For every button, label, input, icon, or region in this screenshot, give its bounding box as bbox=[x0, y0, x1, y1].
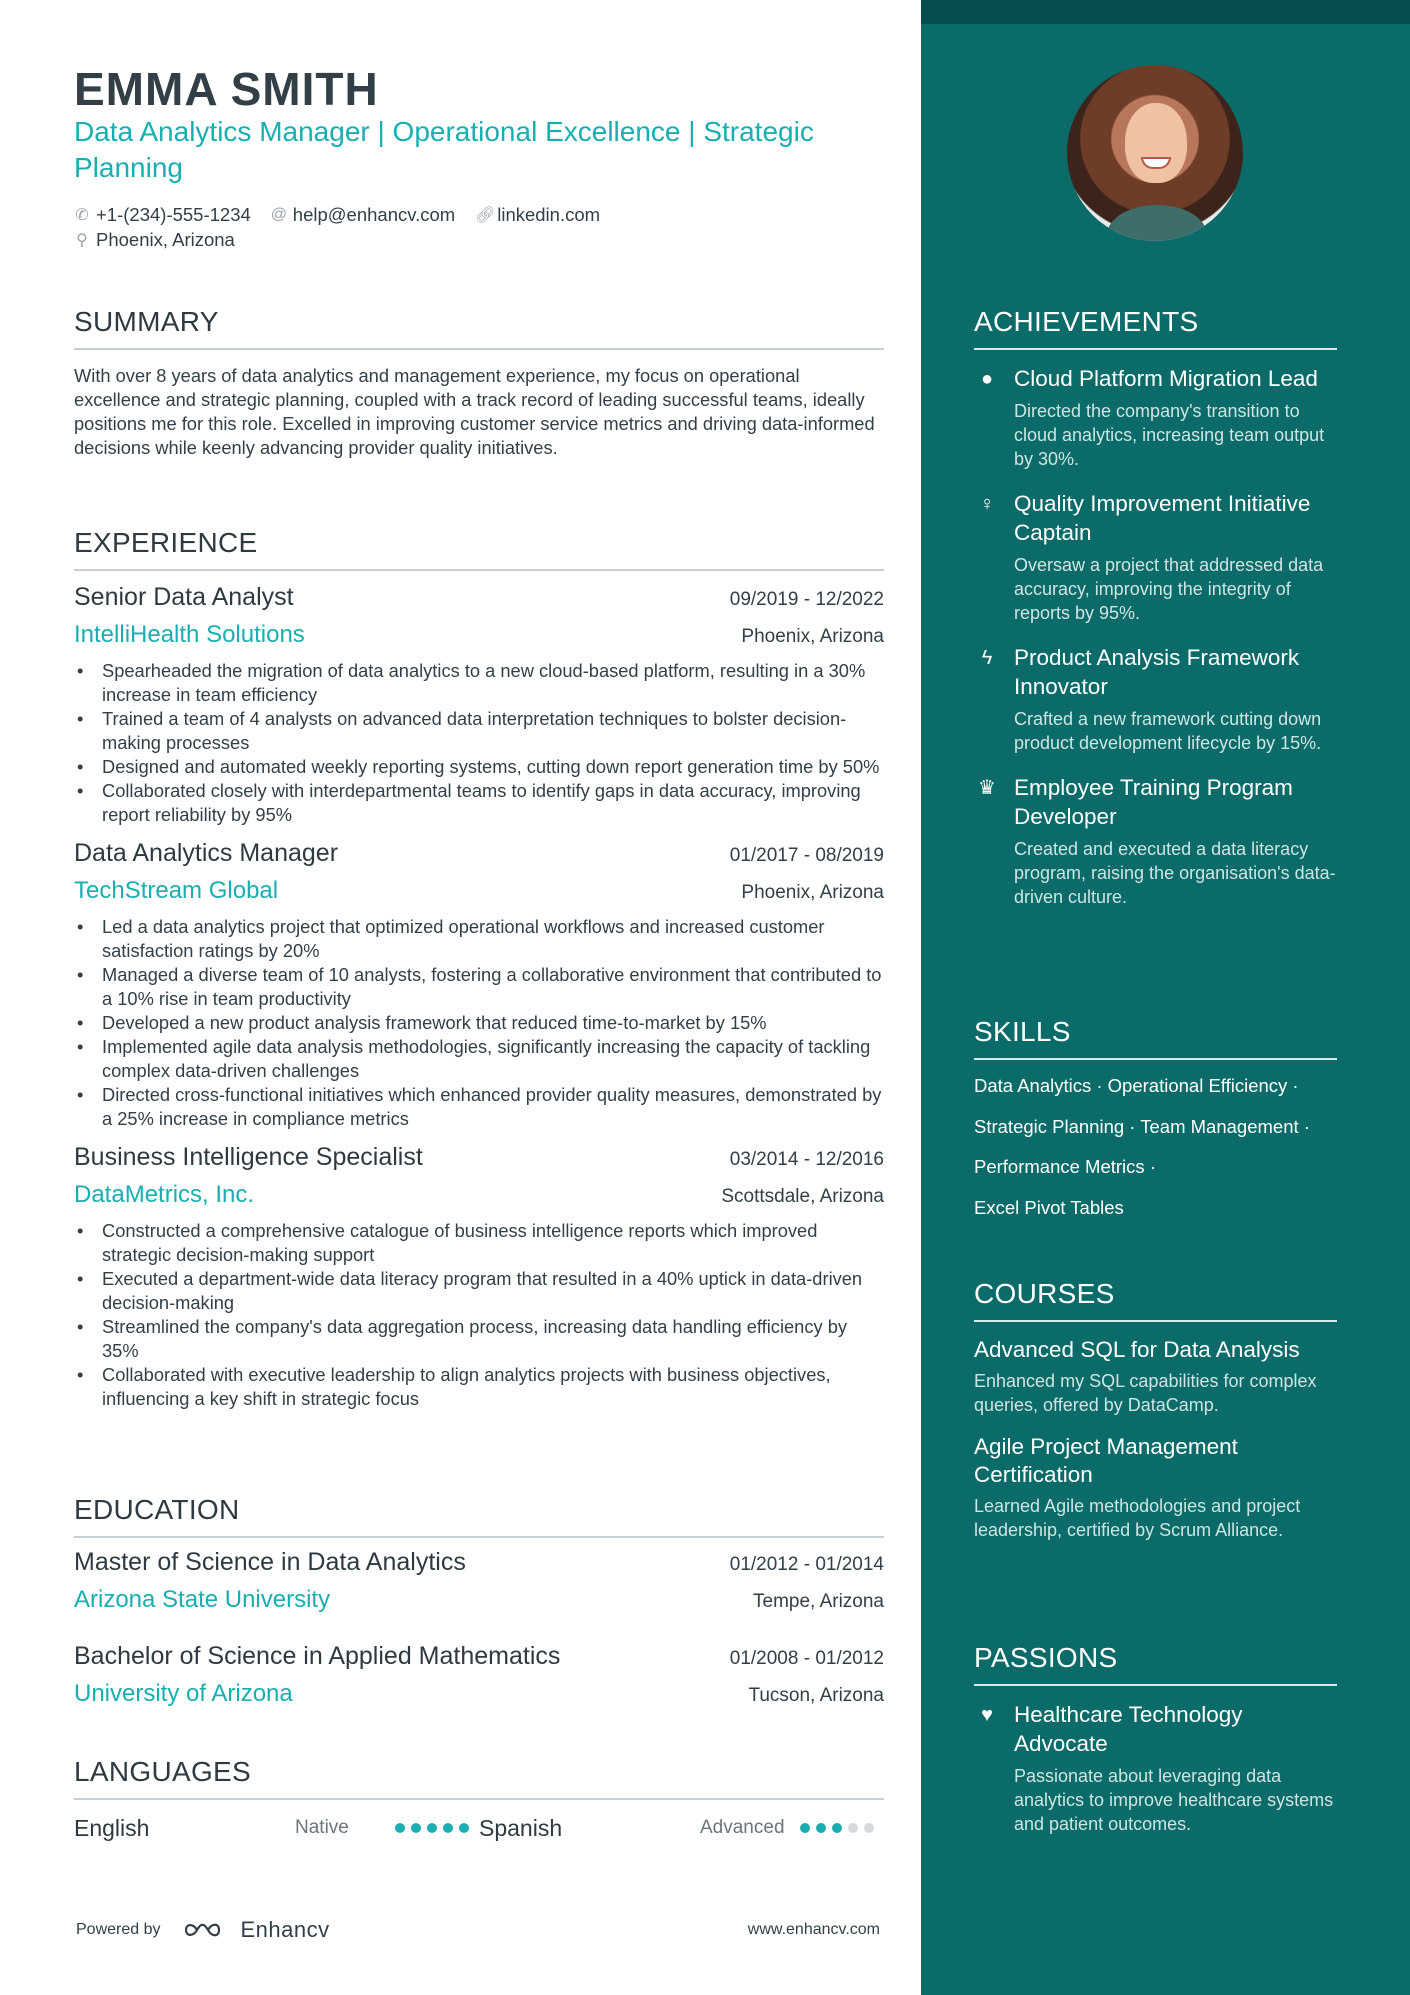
language-item bbox=[479, 1815, 884, 1842]
achievement-desc: Oversaw a project that addressed data accuracy, improving the integrity of reports by 95%. bbox=[1014, 555, 1324, 623]
heart-icon: ♥ bbox=[981, 1704, 993, 1726]
degree: Master of Science in Data Analytics bbox=[74, 1548, 466, 1576]
section-title: EDUCATION bbox=[74, 1494, 884, 1538]
passion-item bbox=[974, 1700, 1337, 1836]
section-title: SKILLS bbox=[974, 1016, 1337, 1060]
rating-dot-filled bbox=[443, 1823, 453, 1833]
course-desc: Learned Agile methodologies and project leadership, certified by Scrum Alliance. bbox=[974, 1496, 1301, 1540]
job-bullets bbox=[74, 659, 884, 827]
summary-text: With over 8 years of data analytics and management experience, my focus on operational excellence and strategic planning, coupled with a track record of leading successful teams, ideally positions me for this role. Excelled in improving customer service metrics and driving data-informed decisions while keenly advancing provider quality initiatives. bbox=[74, 365, 875, 458]
achievement-title: Product Analysis Framework Innovator bbox=[1014, 645, 1300, 699]
brain-icon: ● bbox=[980, 368, 994, 390]
job-dates: 01/2017 - 08/2019 bbox=[729, 845, 884, 866]
language-name: Spanish bbox=[479, 1814, 563, 1841]
skills-line: Data Analytics · Operational Efficiency · bbox=[974, 1075, 1299, 1096]
rating-dot-filled bbox=[427, 1823, 437, 1833]
rating-dot-filled bbox=[459, 1823, 469, 1833]
job-bullets bbox=[74, 915, 884, 1131]
passion-title: Healthcare Technology Advocate bbox=[1014, 1702, 1243, 1756]
location-pin-icon: ⚲ bbox=[76, 231, 88, 249]
course-desc: Enhanced my SQL capabilities for complex queries, offered by DataCamp. bbox=[974, 1371, 1317, 1415]
school-location: Tempe, Arizona bbox=[753, 1591, 884, 1612]
rating-dot-filled bbox=[395, 1823, 405, 1833]
rating-dot-empty bbox=[848, 1823, 858, 1833]
education-entry bbox=[74, 1642, 884, 1716]
section-title: EXPERIENCE bbox=[74, 527, 884, 571]
education-dates: 01/2012 - 01/2014 bbox=[729, 1554, 884, 1575]
education-section bbox=[74, 1494, 884, 1716]
skills-line: Excel Pivot Tables bbox=[974, 1196, 1124, 1218]
job-role: Data Analytics Manager bbox=[74, 839, 339, 867]
language-rating bbox=[395, 1823, 469, 1833]
skills-section bbox=[974, 1016, 1337, 1228]
course-item bbox=[974, 1336, 1337, 1417]
job-location: Phoenix, Arizona bbox=[741, 626, 884, 647]
achievement-item bbox=[974, 643, 1337, 755]
lightbulb-icon: ♀ bbox=[979, 493, 995, 515]
school-location: Tucson, Arizona bbox=[748, 1685, 884, 1706]
section-title: PASSIONS bbox=[974, 1642, 1337, 1686]
contact-info bbox=[74, 202, 600, 252]
bullet-item: • Streamlined the company's data aggregation process, increasing data handling efficiency by 35% bbox=[74, 1315, 884, 1363]
job-entry bbox=[74, 1143, 884, 1411]
section-title: SUMMARY bbox=[74, 306, 884, 350]
bullet-item: • Directed cross-functional initiatives which enhanced provider quality measures, demonstrated by a 25% increase in compliance metrics bbox=[74, 1083, 884, 1131]
bullet-item: • Trained a team of 4 analysts on advanced data interpretation techniques to bolster decision-making processes bbox=[74, 707, 884, 755]
achievement-title: Quality Improvement Initiative Captain bbox=[1014, 491, 1311, 545]
phone-icon: ✆ bbox=[75, 206, 89, 224]
achievement-desc: Created and executed a data literacy program, raising the organisation's data-driven culture. bbox=[1014, 839, 1336, 907]
contact-linkedin[interactable] bbox=[475, 204, 600, 226]
job-company: IntelliHealth Solutions bbox=[74, 621, 305, 648]
bullet-item: • Developed a new product analysis framework that reduced time-to-market by 15% bbox=[74, 1011, 884, 1035]
candidate-name: EMMA SMITH bbox=[74, 63, 379, 115]
job-company: TechStream Global bbox=[74, 877, 279, 904]
language-item bbox=[74, 1815, 479, 1842]
experience-section bbox=[74, 527, 884, 1411]
section-title: LANGUAGES bbox=[74, 1756, 884, 1800]
section-title: COURSES bbox=[974, 1278, 1337, 1322]
achievement-title: Employee Training Program Developer bbox=[1014, 775, 1293, 829]
job-role: Senior Data Analyst bbox=[74, 583, 294, 611]
contact-location bbox=[74, 229, 235, 251]
skills-line: Performance Metrics · bbox=[974, 1156, 1156, 1177]
language-level: Advanced bbox=[700, 1817, 785, 1838]
job-dates: 03/2014 - 12/2016 bbox=[729, 1149, 884, 1170]
bullet-item: • Implemented agile data analysis methodologies, significantly increasing the capacity of tackling complex data-driven challenges bbox=[74, 1035, 884, 1083]
sidebar-top-bar bbox=[921, 0, 1410, 24]
achievement-item bbox=[974, 489, 1337, 625]
achievement-desc: Crafted a new framework cutting down product development lifecycle by 15%. bbox=[1014, 709, 1322, 753]
candidate-headline: Data Analytics Manager | Operational Excellence | Strategic Planning bbox=[74, 116, 814, 183]
bullet-item: • Collaborated with executive leadership to align analytics projects with business objectives, influencing a key shift in strategic focus bbox=[74, 1363, 884, 1411]
summary-section bbox=[74, 306, 884, 460]
powered-by-label: Powered by bbox=[76, 1921, 161, 1938]
degree: Bachelor of Science in Applied Mathematics bbox=[74, 1642, 561, 1670]
job-entry bbox=[74, 583, 884, 827]
rating-dot-filled bbox=[800, 1823, 810, 1833]
job-bullets bbox=[74, 1219, 884, 1411]
languages-section bbox=[74, 1756, 884, 1848]
email-text: help@enhancv.com bbox=[292, 203, 456, 225]
bullet-item: • Collaborated closely with interdepartmental teams to identify gaps in data accuracy, improving report reliability by 95% bbox=[74, 779, 884, 827]
passion-desc: Passionate about leveraging data analytics to improve healthcare systems and patient outcomes. bbox=[1014, 1766, 1334, 1834]
passions-section bbox=[974, 1642, 1337, 1836]
skills-line: Strategic Planning · Team Management · bbox=[974, 1115, 1310, 1137]
website-link[interactable]: www.enhancv.com bbox=[747, 1921, 880, 1938]
achievements-section bbox=[974, 306, 1337, 909]
footer bbox=[76, 1910, 880, 1950]
section-title: ACHIEVEMENTS bbox=[974, 306, 1337, 350]
job-entry bbox=[74, 839, 884, 1131]
rating-dot-filled bbox=[816, 1823, 826, 1833]
enhancv-logo[interactable] bbox=[185, 1917, 330, 1943]
job-dates: 09/2019 - 12/2022 bbox=[729, 589, 884, 610]
brand-name: Enhancv bbox=[240, 1917, 330, 1942]
link-icon: 🔗︎ bbox=[475, 206, 496, 224]
bullet-item: • Led a data analytics project that optimized operational workflows and increased customer satisfaction ratings by 20% bbox=[74, 915, 884, 963]
job-location: Scottsdale, Arizona bbox=[721, 1186, 884, 1207]
course-item bbox=[974, 1433, 1337, 1542]
school: Arizona State University bbox=[74, 1586, 331, 1613]
language-name: English bbox=[74, 1814, 150, 1841]
contact-email[interactable] bbox=[271, 204, 455, 226]
phone-text: +1-(234)-555-1234 bbox=[96, 203, 251, 225]
achievement-item bbox=[974, 773, 1337, 909]
sidebar bbox=[921, 0, 1410, 1995]
rating-dot-filled bbox=[411, 1823, 421, 1833]
course-title: Advanced SQL for Data Analysis bbox=[974, 1337, 1300, 1362]
bullet-item: • Designed and automated weekly reporting systems, cutting down report generation time by 50% bbox=[74, 755, 884, 779]
courses-section bbox=[974, 1278, 1337, 1542]
infinity-logo-icon bbox=[185, 1918, 231, 1942]
course-title: Agile Project Management Certification bbox=[974, 1434, 1238, 1487]
trophy-icon: ♛ bbox=[978, 777, 996, 799]
bullet-item: • Executed a department-wide data literacy program that resulted in a 40% uptick in data-driven decision-making bbox=[74, 1267, 884, 1315]
language-level: Native bbox=[295, 1817, 349, 1838]
job-company: DataMetrics, Inc. bbox=[74, 1181, 255, 1208]
at-icon: @ bbox=[270, 205, 288, 223]
rating-dot-filled bbox=[832, 1823, 842, 1833]
profile-photo bbox=[1067, 65, 1243, 241]
achievement-title: Cloud Platform Migration Lead bbox=[1014, 366, 1318, 391]
achievement-item bbox=[974, 364, 1337, 471]
achievement-desc: Directed the company's transition to cloud analytics, increasing team output by 30%. bbox=[1014, 401, 1325, 469]
language-rating bbox=[800, 1823, 874, 1833]
contact-phone[interactable] bbox=[74, 204, 251, 226]
location-text: Phoenix, Arizona bbox=[96, 228, 235, 250]
linkedin-text: linkedin.com bbox=[497, 203, 601, 225]
rating-dot-empty bbox=[864, 1823, 874, 1833]
bullet-item: • Constructed a comprehensive catalogue of business intelligence reports which improved strategic decision-making support bbox=[74, 1219, 884, 1267]
bullet-item: • Spearheaded the migration of data analytics to a new cloud-based platform, resulting in a 30% increase in team efficiency bbox=[74, 659, 884, 707]
bolt-icon: ϟ bbox=[981, 647, 993, 669]
job-role: Business Intelligence Specialist bbox=[74, 1143, 423, 1171]
job-location: Phoenix, Arizona bbox=[741, 882, 884, 903]
education-entry bbox=[74, 1548, 884, 1622]
bullet-item: • Managed a diverse team of 10 analysts, fostering a collaborative environment that contributed to a 10% rise in team productivity bbox=[74, 963, 884, 1011]
school: University of Arizona bbox=[74, 1680, 293, 1707]
education-dates: 01/2008 - 01/2012 bbox=[729, 1648, 884, 1669]
